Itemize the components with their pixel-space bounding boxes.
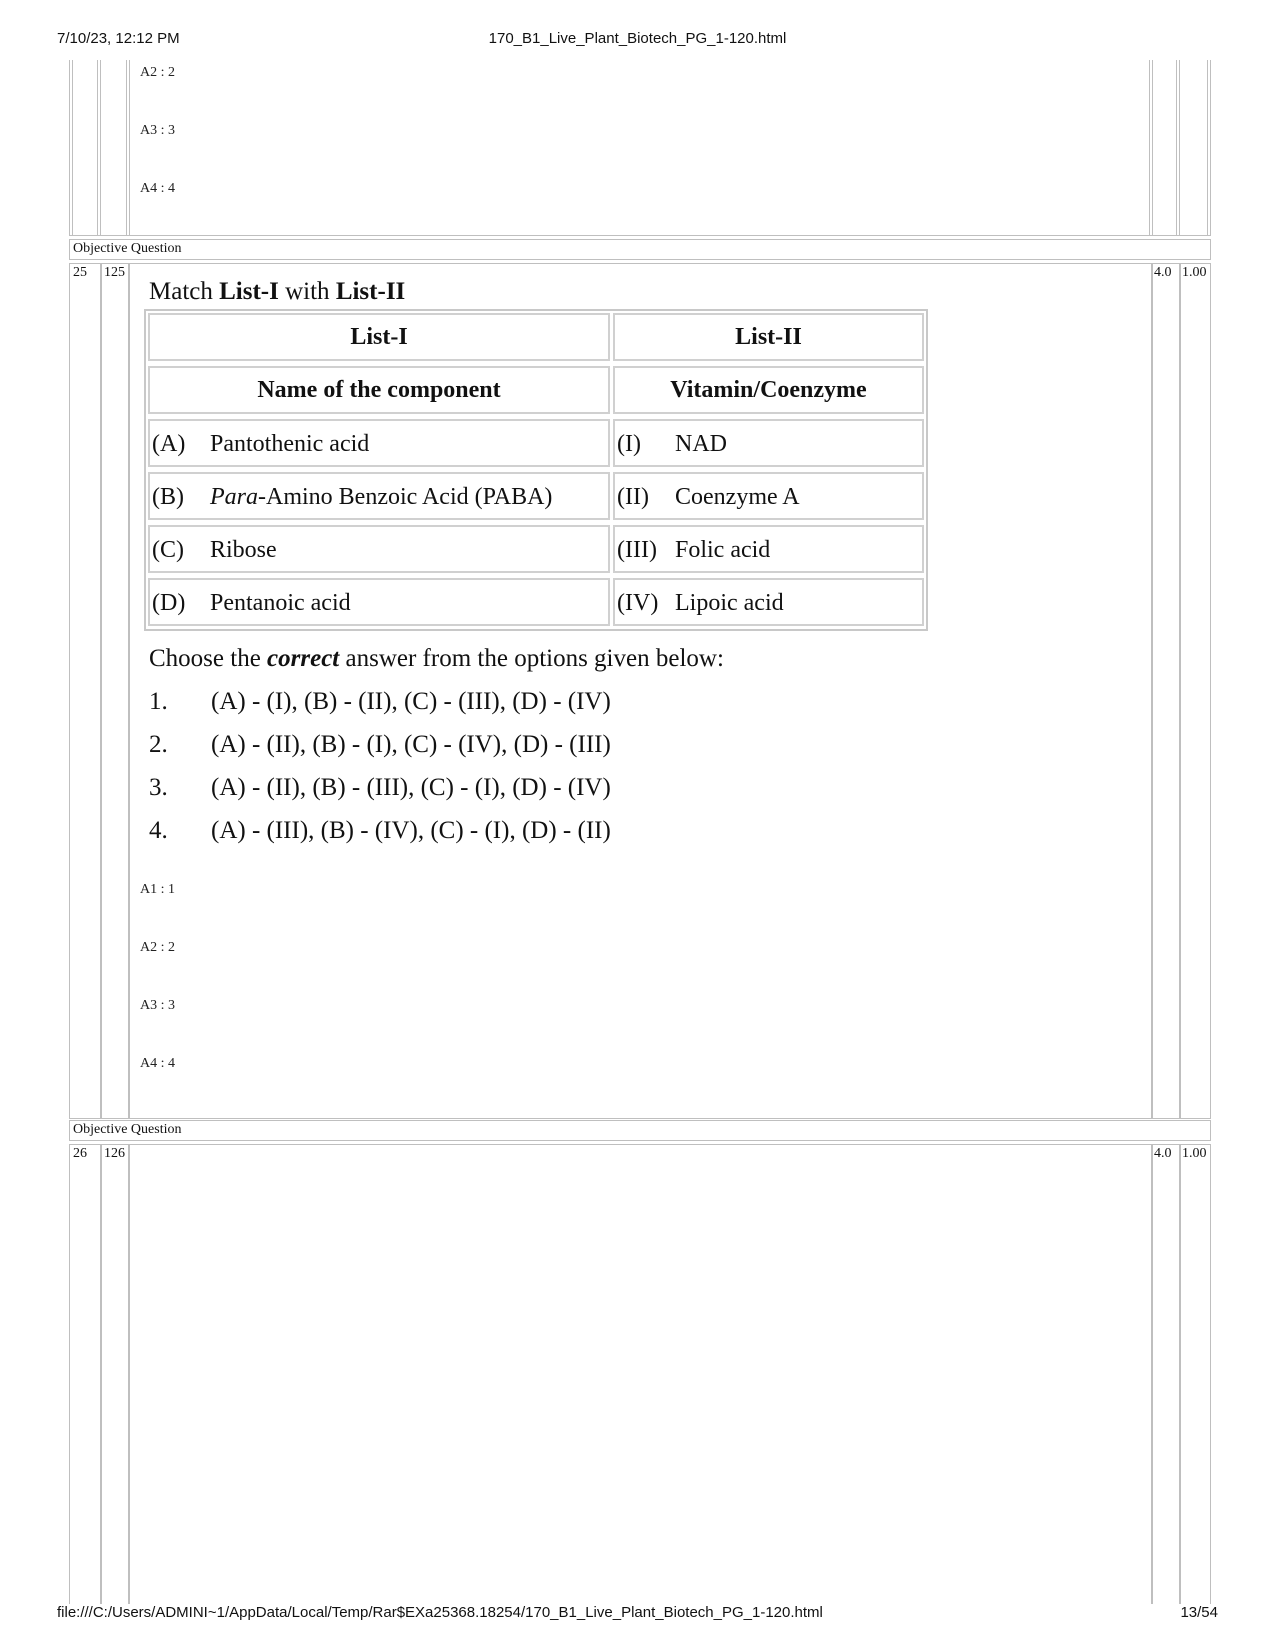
row-label: (IV) bbox=[617, 590, 659, 616]
match-row-c bbox=[146, 523, 926, 576]
q25-section-label: Objective Question bbox=[73, 241, 182, 256]
row-text: Coenzyme A bbox=[675, 484, 800, 510]
q26-marks-cell bbox=[1152, 1144, 1180, 1604]
instruction-pre: Choose the bbox=[149, 645, 268, 672]
row-text-italic: Para bbox=[210, 484, 258, 510]
match-header-row-1 bbox=[146, 311, 926, 364]
list2-header: List-II bbox=[735, 323, 802, 350]
prev-answer-4: A4 : 4 bbox=[140, 181, 175, 196]
q26-negative-marks: 1.00 bbox=[1182, 1146, 1207, 1161]
row-label: (C) bbox=[152, 537, 184, 563]
q26-qid-cell bbox=[101, 1144, 129, 1604]
option-number: 1. bbox=[149, 688, 168, 715]
print-page-number: 13/54 bbox=[1180, 1604, 1218, 1621]
option-text: (A) - (II), (B) - (I), (C) - (IV), (D) - (III) bbox=[211, 731, 611, 758]
q25-marks-cell bbox=[1152, 263, 1180, 1119]
q25-answer-2: A2 : 2 bbox=[140, 940, 175, 955]
option-number: 3. bbox=[149, 774, 168, 801]
row-text: Folic acid bbox=[675, 537, 771, 563]
match-row-a bbox=[146, 417, 926, 470]
option-text: (A) - (II), (B) - (III), (C) - (I), (D) - (IV) bbox=[211, 774, 611, 801]
row-label: (B) bbox=[152, 484, 184, 510]
match-header-row-2 bbox=[146, 364, 926, 417]
option-number: 2. bbox=[149, 731, 168, 758]
q26-neg-cell bbox=[1180, 1144, 1211, 1604]
q25-sno: 25 bbox=[73, 265, 87, 280]
q26-marks: 4.0 bbox=[1154, 1146, 1172, 1161]
q25-answer-3: A3 : 3 bbox=[140, 998, 175, 1013]
row-label: (A) bbox=[152, 431, 186, 457]
row-text: Pentanoic acid bbox=[210, 590, 351, 616]
q26-sno-cell bbox=[69, 1144, 101, 1604]
q25-marks: 4.0 bbox=[1154, 265, 1172, 280]
q25-title-list2: List-II bbox=[335, 278, 406, 305]
q26-section-label: Objective Question bbox=[73, 1122, 182, 1137]
print-file-path: file:///C:/Users/ADMINI~1/AppData/Local/Temp/Rar$EXa25368.18254/170_B1_Live_Plant_Biotech_PG_1-120.html bbox=[57, 1604, 823, 1621]
q25-qid-cell bbox=[101, 263, 129, 1119]
q25-answer-4: A4 : 4 bbox=[140, 1056, 175, 1071]
row-text: Lipoic acid bbox=[675, 590, 784, 616]
option-text: (A) - (III), (B) - (IV), (C) - (I), (D) - (II) bbox=[211, 817, 611, 844]
q26-sno: 26 bbox=[73, 1146, 87, 1161]
print-title: 170_B1_Live_Plant_Biotech_PG_1-120.html bbox=[488, 30, 787, 47]
q25-question-title bbox=[149, 278, 405, 306]
row-label: (I) bbox=[617, 431, 641, 457]
q25-title-prefix: Match bbox=[149, 278, 220, 305]
match-row-d bbox=[146, 576, 926, 629]
row-text: Pantothenic acid bbox=[210, 431, 370, 457]
q26-content-cell bbox=[129, 1144, 1152, 1604]
q25-title-list1: List-I bbox=[219, 278, 279, 305]
q25-answer-1: A1 : 1 bbox=[140, 882, 175, 897]
q26-qid: 126 bbox=[104, 1146, 125, 1161]
option-text: (A) - (I), (B) - (II), (C) - (III), (D) - (IV) bbox=[211, 688, 611, 715]
row-text bbox=[210, 484, 552, 511]
q26-section-row bbox=[69, 1120, 1211, 1141]
q25-qid: 125 bbox=[104, 265, 125, 280]
q25-match-table bbox=[144, 309, 928, 631]
row-text: NAD bbox=[675, 431, 727, 457]
row-label: (III) bbox=[617, 537, 657, 563]
print-datetime: 7/10/23, 12:12 PM bbox=[57, 30, 180, 47]
match-row-b bbox=[146, 470, 926, 523]
q25-instruction bbox=[149, 645, 724, 673]
row-label: (D) bbox=[152, 590, 186, 616]
row-text: Ribose bbox=[210, 537, 277, 563]
row-label: (II) bbox=[617, 484, 649, 510]
instruction-emphasis: correct bbox=[267, 645, 340, 672]
q25-section-row bbox=[69, 239, 1211, 260]
q25-negative-marks: 1.00 bbox=[1182, 265, 1207, 280]
q25-sno-cell bbox=[69, 263, 101, 1119]
instruction-post: answer from the options given below: bbox=[339, 645, 724, 672]
option-number: 4. bbox=[149, 817, 168, 844]
row-text-rest: -Amino Benzoic Acid (PABA) bbox=[258, 484, 553, 510]
component-header: Name of the component bbox=[257, 376, 501, 403]
q25-neg-cell bbox=[1180, 263, 1211, 1119]
prev-answer-3: A3 : 3 bbox=[140, 123, 175, 138]
prev-answer-2: A2 : 2 bbox=[140, 65, 175, 80]
q25-title-with: with bbox=[278, 278, 336, 305]
list1-header: List-I bbox=[350, 323, 408, 350]
vitamin-header: Vitamin/Coenzyme bbox=[670, 376, 867, 403]
